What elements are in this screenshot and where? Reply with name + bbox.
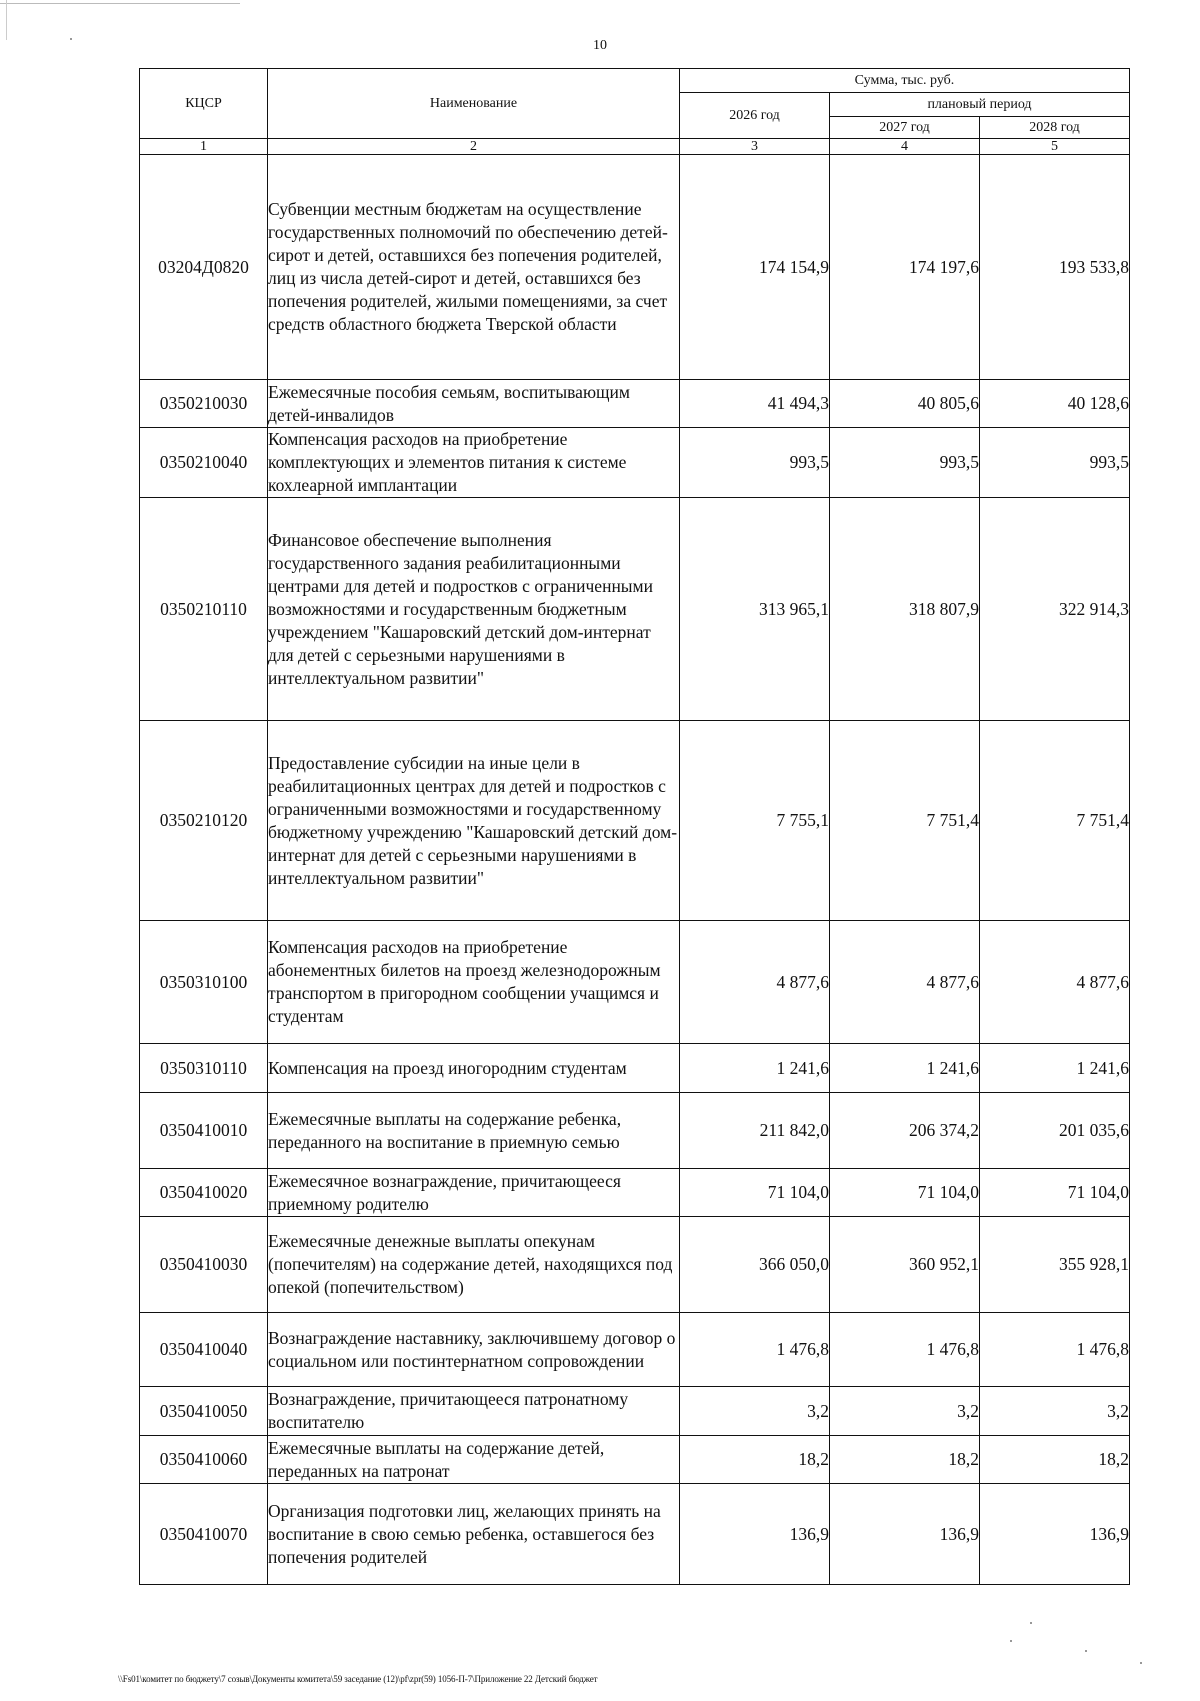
row-value-2026: 18,2 (680, 1436, 830, 1484)
row-value-2026: 174 154,9 (680, 155, 830, 380)
row-code: 0350410030 (140, 1217, 268, 1313)
row-value-2028: 1 476,8 (980, 1313, 1130, 1387)
table-row (140, 1217, 1130, 1313)
column-number: 1 (140, 139, 268, 155)
scan-speck (1085, 1650, 1087, 1652)
row-value-2026: 41 494,3 (680, 380, 830, 428)
table-row (140, 721, 1130, 921)
row-value-2028: 201 035,6 (980, 1093, 1130, 1169)
row-value-2028: 4 877,6 (980, 921, 1130, 1044)
row-code: 0350210040 (140, 428, 268, 498)
row-value-2027: 1 476,8 (830, 1313, 980, 1387)
row-value-2027: 993,5 (830, 428, 980, 498)
header-code: КЦСР (140, 69, 268, 139)
table-row (140, 428, 1130, 498)
row-value-2026: 7 755,1 (680, 721, 830, 921)
scan-artifact-left-edge (6, 0, 7, 40)
row-value-2028: 7 751,4 (980, 721, 1130, 921)
row-value-2028: 1 241,6 (980, 1044, 1130, 1093)
row-value-2027: 3,2 (830, 1387, 980, 1436)
header-name: Наименование (268, 69, 680, 139)
row-name: Субвенции местным бюджетам на осуществление государственных полномочий по обеспечению детей-сирот и детей, оставшихся без попечения родителей, лиц из числа детей-сирот и детей, оставшихся без попечения родителей, жилыми помещениями, за счет средств областного бюджета Тверской области (268, 155, 680, 380)
row-value-2026: 71 104,0 (680, 1169, 830, 1217)
row-value-2026: 313 965,1 (680, 498, 830, 721)
column-number: 3 (680, 139, 830, 155)
row-code: 0350410010 (140, 1093, 268, 1169)
table-row (140, 1484, 1130, 1585)
row-code: 0350410020 (140, 1169, 268, 1217)
row-value-2026: 1 476,8 (680, 1313, 830, 1387)
row-name: Компенсация на проезд иногородним студентам (268, 1044, 680, 1093)
row-name: Ежемесячные пособия семьям, воспитывающим детей-инвалидов (268, 380, 680, 428)
row-value-2026: 366 050,0 (680, 1217, 830, 1313)
row-code: 0350410070 (140, 1484, 268, 1585)
row-name: Организация подготовки лиц, желающих принять на воспитание в свою семью ребенка, оставшегося без попечения родителей (268, 1484, 680, 1585)
row-value-2027: 7 751,4 (830, 721, 980, 921)
row-name: Ежемесячные выплаты на содержание ребенка, переданного на воспитание в приемную семью (268, 1093, 680, 1169)
row-value-2026: 136,9 (680, 1484, 830, 1585)
row-name: Вознаграждение наставнику, заключившему договор о социальном или постинтернатном сопровождении (268, 1313, 680, 1387)
row-value-2028: 193 533,8 (980, 155, 1130, 380)
row-name: Ежемесячные выплаты на содержание детей, переданных на патронат (268, 1436, 680, 1484)
row-value-2027: 318 807,9 (830, 498, 980, 721)
column-number: 2 (268, 139, 680, 155)
row-code: 0350310100 (140, 921, 268, 1044)
scan-speck (1030, 1622, 1032, 1624)
scan-speck (1140, 1662, 1142, 1664)
row-code: 0350210030 (140, 380, 268, 428)
scan-speck (1010, 1640, 1012, 1642)
table-row (140, 1313, 1130, 1387)
row-value-2026: 993,5 (680, 428, 830, 498)
row-value-2027: 71 104,0 (830, 1169, 980, 1217)
table-row (140, 155, 1130, 380)
header-year-2028: 2028 год (980, 117, 1130, 139)
row-code: 0350310110 (140, 1044, 268, 1093)
table-row (140, 921, 1130, 1044)
table-row (140, 498, 1130, 721)
row-value-2027: 4 877,6 (830, 921, 980, 1044)
footer-file-path: \\Fs01\комитет по бюджету\7 созыв\Документы комитета\59 заседание (12)\pf\zpr(59) 1056-П-7\Приложение 22 Детский бюджет (118, 1674, 598, 1684)
row-name: Компенсация расходов на приобретение комплектующих и элементов питания к системе кохлеарной имплантации (268, 428, 680, 498)
row-value-2028: 355 928,1 (980, 1217, 1130, 1313)
table-row (140, 1169, 1130, 1217)
row-value-2028: 40 128,6 (980, 380, 1130, 428)
table-row (140, 380, 1130, 428)
column-number: 4 (830, 139, 980, 155)
row-value-2027: 18,2 (830, 1436, 980, 1484)
budget-table (139, 68, 1130, 1585)
row-value-2028: 71 104,0 (980, 1169, 1130, 1217)
row-code: 0350410040 (140, 1313, 268, 1387)
row-code: 0350410050 (140, 1387, 268, 1436)
row-value-2026: 4 877,6 (680, 921, 830, 1044)
row-value-2028: 993,5 (980, 428, 1130, 498)
table-row (140, 1093, 1130, 1169)
row-value-2026: 1 241,6 (680, 1044, 830, 1093)
row-code: 03204Д0820 (140, 155, 268, 380)
row-name: Ежемесячное вознаграждение, причитающееся приемному родителю (268, 1169, 680, 1217)
table-row (140, 1044, 1130, 1093)
row-name: Финансовое обеспечение выполнения государственного задания реабилитационными центрами для детей и подростков с ограниченными возможностями и государственным бюджетным учреждением "Кашаровский детский дом-интернат для детей с серьезными нарушениями в интеллектуальном развитии" (268, 498, 680, 721)
header-planned-period: плановый период (830, 93, 1130, 117)
table-row (140, 1436, 1130, 1484)
row-value-2026: 211 842,0 (680, 1093, 830, 1169)
table-row (140, 1387, 1130, 1436)
row-value-2028: 322 914,3 (980, 498, 1130, 721)
row-value-2028: 136,9 (980, 1484, 1130, 1585)
row-value-2027: 360 952,1 (830, 1217, 980, 1313)
row-code: 0350210110 (140, 498, 268, 721)
row-value-2027: 1 241,6 (830, 1044, 980, 1093)
column-number: 5 (980, 139, 1130, 155)
row-code: 0350210120 (140, 721, 268, 921)
header-year-2026: 2026 год (680, 93, 830, 139)
row-name: Вознаграждение, причитающееся патронатному воспитателю (268, 1387, 680, 1436)
row-value-2027: 206 374,2 (830, 1093, 980, 1169)
row-name: Ежемесячные денежные выплаты опекунам (попечителям) на содержание детей, находящихся под опекой (попечительством) (268, 1217, 680, 1313)
header-year-2027: 2027 год (830, 117, 980, 139)
row-name: Предоставление субсидии на иные цели в реабилитационных центрах для детей и подростков с ограниченными возможностями и государственному бюджетному учреждению "Кашаровский детский дом-интернат для детей с серьезными нарушениями в интеллектуальном развитии" (268, 721, 680, 921)
row-value-2028: 3,2 (980, 1387, 1130, 1436)
row-code: 0350410060 (140, 1436, 268, 1484)
row-value-2027: 174 197,6 (830, 155, 980, 380)
row-value-2026: 3,2 (680, 1387, 830, 1436)
row-value-2027: 40 805,6 (830, 380, 980, 428)
scan-artifact-top-line (0, 3, 240, 4)
row-value-2028: 18,2 (980, 1436, 1130, 1484)
header-sum: Сумма, тыс. руб. (680, 69, 1130, 93)
row-name: Компенсация расходов на приобретение абонементных билетов на проезд железнодорожным транспортом в пригородном сообщении учащимся и студентам (268, 921, 680, 1044)
page-number: 10 (593, 38, 607, 53)
row-value-2027: 136,9 (830, 1484, 980, 1585)
